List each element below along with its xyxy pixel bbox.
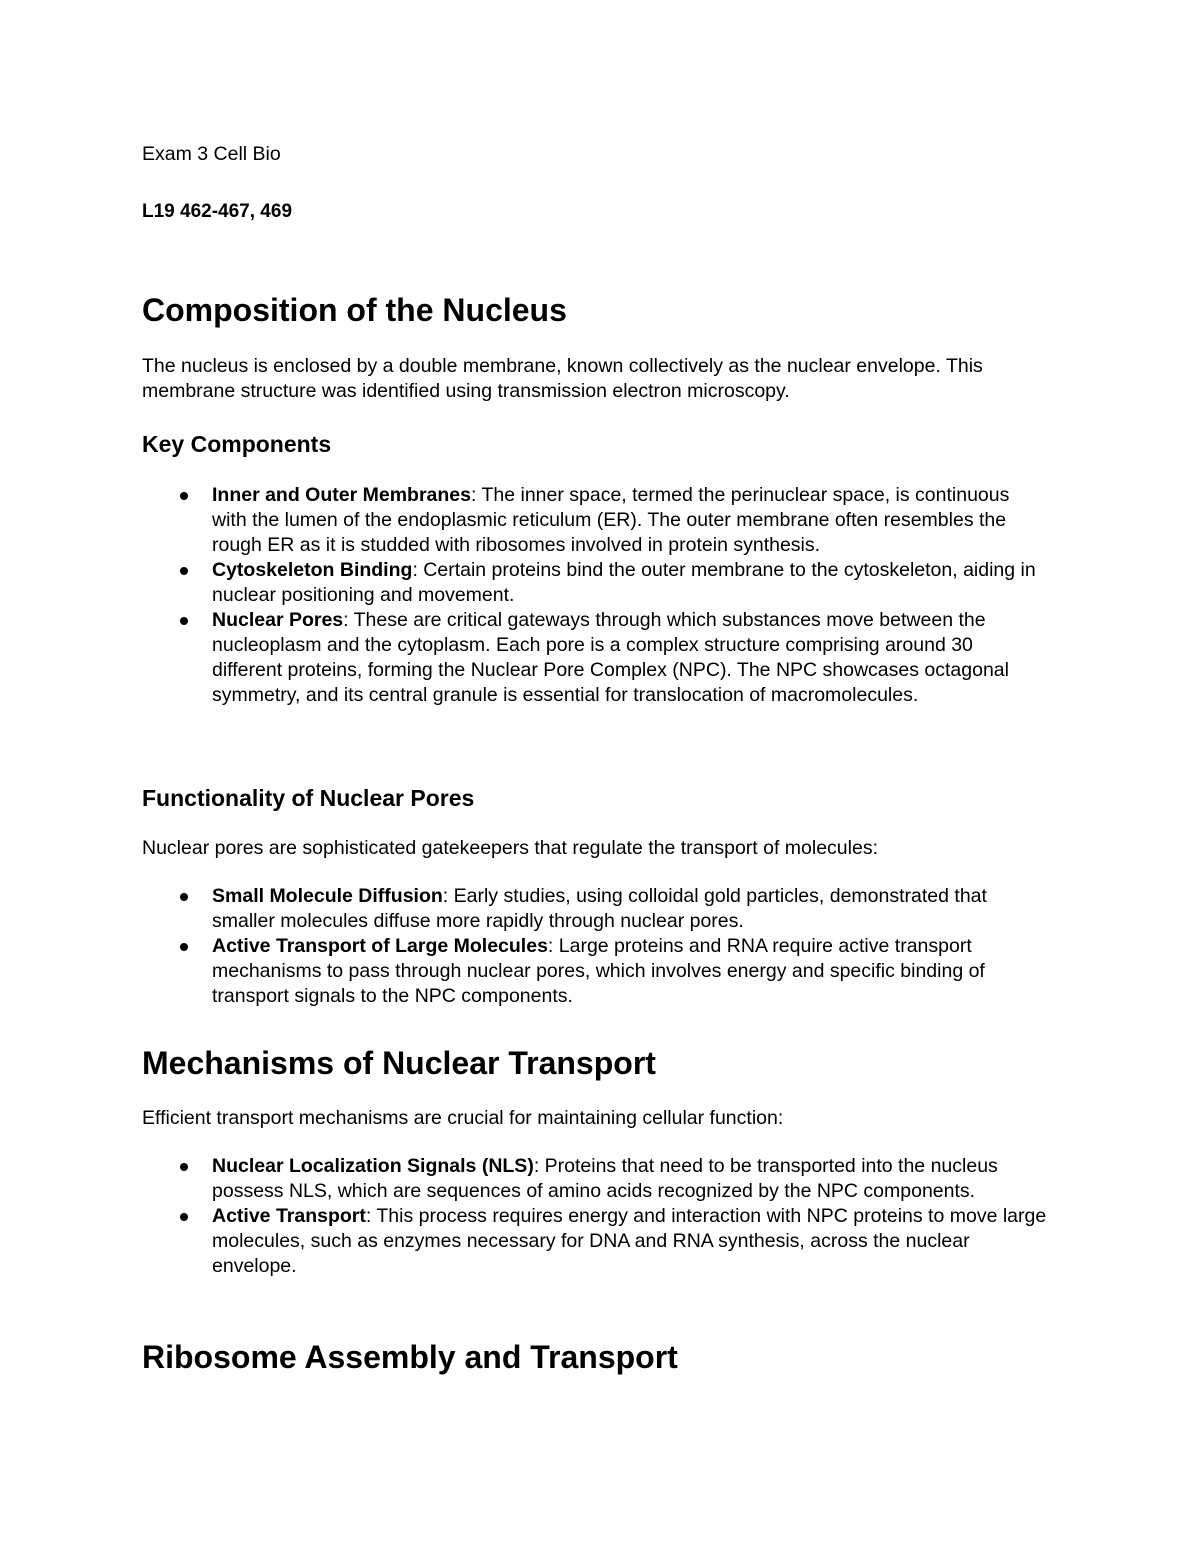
list-item (142, 1204, 1047, 1279)
list-item (142, 934, 1047, 1009)
functionality-list (142, 884, 1047, 1009)
list-item-term: Cytoskeleton Binding (212, 559, 413, 581)
list-item-text: : Early studies, using colloidal gold particles, demonstrated that smaller molecules diffuse more rapidly through nuclear pores. (212, 885, 987, 932)
list-item-text: : Large proteins and RNA require active transport mechanisms to pass through nuclear pores, which involves energy and specific binding of transport signals to the NPC components. (212, 935, 985, 1007)
list-item-term: Nuclear Localization Signals (NLS) (212, 1155, 534, 1177)
subheading-functionality: Functionality of Nuclear Pores (142, 785, 475, 811)
list-item-term: Active Transport (212, 1205, 366, 1227)
list-item (142, 608, 1047, 708)
list-item-term: Small Molecule Diffusion (212, 885, 443, 907)
list-item-term: Active Transport of Large Molecules (212, 935, 548, 957)
section-heading-mechanisms: Mechanisms of Nuclear Transport (142, 1045, 656, 1081)
list-item (142, 483, 1047, 558)
key-components-list (142, 483, 1047, 708)
list-item-term: Nuclear Pores (212, 609, 344, 631)
list-item-text: : Proteins that need to be transported into the nucleus possess NLS, which are sequences of amino acids recognized by the NPC components. (212, 1155, 998, 1202)
list-item (142, 1154, 1047, 1204)
list-item-text: : The inner space, termed the perinuclear space, is continuous with the lumen of the endoplasmic reticulum (ER). The outer membrane often resembles the rough ER as it is studded with ribosomes involved in protein synthesis. (212, 484, 1010, 556)
lecture-reference: L19 462-467, 469 (142, 201, 293, 222)
document-title: Exam 3 Cell Bio (142, 143, 281, 165)
list-item (142, 558, 1047, 608)
bullet-icon (180, 567, 188, 575)
list-item-text: : These are critical gateways through which substances move between the nucleoplasm and the cytoplasm. Each pore is a complex structure comprising around 30 different proteins, forming the Nuclear Pore Complex (NPC). The NPC showcases octagonal symmetry, and its central granule is essential for translocation of macromolecules. (212, 609, 1009, 706)
bullet-icon (180, 492, 188, 500)
list-item (142, 884, 1047, 934)
mechanisms-intro: Efficient transport mechanisms are crucial for maintaining cellular function: (142, 1107, 784, 1129)
list-item-term: Inner and Outer Membranes (212, 484, 471, 506)
bullet-icon (180, 617, 188, 625)
bullet-icon (180, 1213, 188, 1221)
section-heading-ribosome: Ribosome Assembly and Transport (142, 1339, 678, 1375)
bullet-icon (180, 893, 188, 901)
list-item-text: : This process requires energy and interaction with NPC proteins to move large molecules, such as enzymes necessary for DNA and RNA synthesis, across the nuclear envelope. (212, 1205, 1047, 1277)
mechanisms-list (142, 1154, 1047, 1279)
functionality-intro: Nuclear pores are sophisticated gatekeepers that regulate the transport of molecules: (142, 837, 879, 859)
bullet-icon (180, 943, 188, 951)
section-heading-composition: Composition of the Nucleus (142, 292, 567, 328)
composition-intro: The nucleus is enclosed by a double membrane, known collectively as the nuclear envelope. This membrane structure was identified using transmission electron microscopy. (142, 355, 983, 402)
subheading-key-components: Key Components (142, 431, 332, 457)
list-item-text: : Certain proteins bind the outer membrane to the cytoskeleton, aiding in nuclear positioning and movement. (212, 559, 1036, 606)
bullet-icon (180, 1163, 188, 1171)
